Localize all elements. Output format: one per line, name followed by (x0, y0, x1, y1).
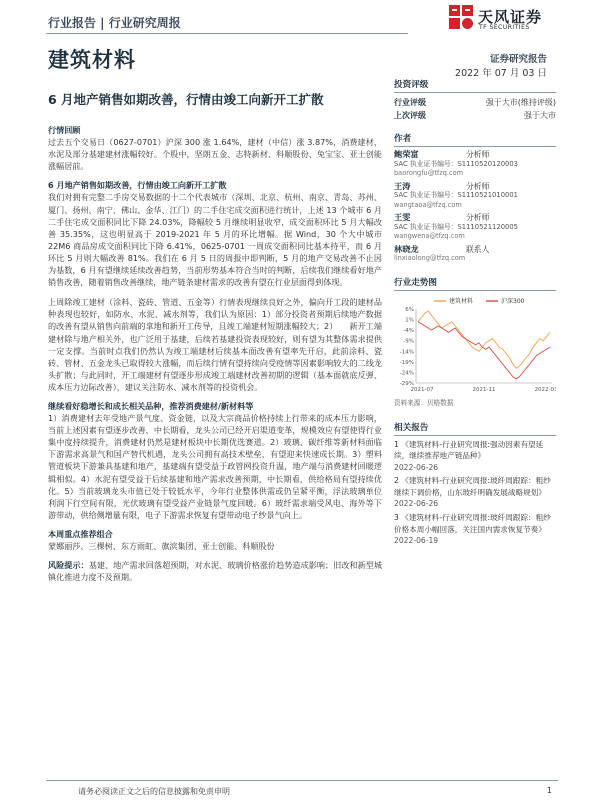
prev-rating-value: 强于大市 (524, 111, 556, 120)
property-sales-text-2: 上周除竣工建材（涂料、瓷砖、管道、五金等）行情表现继续良好之外，偏向开工段的建材品种表现也较好，如防水、水泥、减水剂等，我们认为原因：1）部分投资者预期后续地产数据的改善有望从销售向前端的拿地和新开工传导，且竣工端建材短期涨幅较大；2） 新开工端建材除与地产相关外，也广泛用于基建，后续若基建投资表现较好，则有望为其整体需求提供一定支撑。当前时点我们仍然认为竣工端建材后续基本面改善有望率先开启，此前涂料、瓷砖、管材、五金龙头已取得较大涨幅，而后续行情有望持续向受疫情等因素影响较大的二线龙头扩散；与此同时，开工端建材有望逐步形成竣工端建材改善初期的逻辑（基本面就底反弹、成本压力边际改善），建议关注防水、减水剂等的投资机会。 (48, 297, 382, 392)
risk-text: 基建、地产需求回落超预期，对水泥、玻璃价格涨价趋势造成影响；旧改和新型城镇化推进力度不及预期。 (48, 560, 382, 583)
y-tick-label: -24% (399, 369, 414, 376)
property-sales-text-1: 我们对拥有完整二手房交易数据的十二个代表城市（深圳、北京、杭州、南京、青岛、苏州、厦门、扬州、南宁、佛山、金华、江门）的二手住宅成交面积进行统计，上述 13 个城市 6 月二手住宅成交面积同比下降 24.03%，降幅较 5 月继续明显收窄，成交面积环比 5 月大幅改善 35.35%，这也明显高于 2019-2021 年 5 月的环比增幅。据 Wind，30 个大中城市 22M6 商品房成交面积同比下降 6.41%，0625-0701 一周成交面积同比基本持平，而 6 月环比 5 月则大幅改善 81%。我们在 6 月 5 日的周报中即判断，5 月的地产交易改善不止因为基数，6 月有望继续延续改善趋势，当前形势基本符合当时的判断，后续我们继续看好地产销售改善，随着销售改善继续，地产链条建材需求的改善有望在行业层面得到体现。 (48, 192, 382, 288)
prev-rating-row (394, 109, 556, 122)
section-title-property-sales: 6 月地产销售如期改善，行情由竣工向新开工扩散 (48, 180, 227, 191)
related-report-item[interactable] (394, 439, 556, 474)
y-tick-label: -14% (399, 348, 414, 355)
related-report-title[interactable]: 1 《建筑材料-行业研究周报:强动因素有望延续，继续推荐地产链品种》 (394, 439, 544, 461)
logo-text-en: TF SECURITIES (479, 24, 530, 31)
report-headline: 6 月地产销售如期改善，行情由竣工向新开工扩散 (48, 92, 324, 107)
industry-trend-chart (394, 295, 556, 395)
author-role: 联系人 (466, 244, 490, 254)
report-category: 行业报告 | 行业研究周报 (48, 16, 181, 30)
author-entry (394, 150, 556, 179)
main-content (48, 124, 382, 583)
author-name: 林晓龙 (394, 243, 419, 254)
rating-label: 行业评级 (394, 98, 426, 107)
section-title-recommend: 继续看好稳增长和成长相关品种，推荐消费建材/新材料等 (48, 400, 254, 411)
section-title-market-review: 行情回顾 (48, 125, 81, 135)
trend-chart-svg (394, 295, 556, 395)
author-entry (394, 213, 556, 242)
y-tick-label: -4% (403, 327, 414, 334)
author-cert: SAC 执业证书编号：S1110521010001 (394, 191, 518, 199)
related-report-item[interactable] (394, 512, 556, 547)
recommend-text: 1）消费建材去年受地产景气度、资金链，以及大宗商品价格持续上行带来的成本压力影响，当前上述因素有望逐步改善，中长期看，龙头公司已经开启渠道变革，规模效应有望使得行业集中度持续提升，消费建材仍然是建材板块中长期优选赛道。2）玻璃、碳纤维等新材料面临下游需求高景气和国产替代机遇，龙头公司拥有高技术壁垒，有望迎来快速成长期。3）塑料管道板块下游兼具基建和地产，基建端有望受益于政管网投资升温，地产端与消费建材回暖逻辑相似。4）水泥有望受益于后续基建和地产需求改善预期，中长期看，供给格局有望持续优化。5）当前玻璃龙头市值已处于较低水平，今年行业整体供需或仍呈紧平衡，浮法玻璃单位利润下行空间有限，光伏玻璃有望受益产业链景气度回暖。6）玻纤需求端受风电、海外等下游带动，供给侧增量有限，电子下游需求恢复有望带动电子纱景气向上。 (48, 413, 382, 520)
series-line-building-materials (418, 311, 550, 368)
author-name: 王雯 (394, 212, 411, 222)
rating-value: 强于大市(维持评级) (485, 98, 556, 107)
risk-label: 风险提示： (48, 560, 89, 571)
y-tick-label: -9% (403, 338, 414, 345)
industry-title: 建筑材料 (48, 48, 136, 72)
section-title-portfolio: 本周重点推荐组合 (48, 528, 113, 539)
report-type: 证券研究报告 (489, 54, 547, 65)
author-email[interactable]: wangwena@tfzq.com (394, 232, 465, 240)
rating-section-title: 投资评级 (394, 78, 556, 93)
header-divider (46, 33, 408, 34)
chart-source: 资料来源：贝格数据 (394, 398, 454, 407)
related-report-date: 2022-06-26 (394, 499, 439, 509)
market-review-text: 过去五个交易日（0627-0701）沪深 300 涨 1.64%，建材（中信）涨 3.87%，消费建材，水泥及部分基建建材涨幅较好。个股中，坚朗五金、志特新材、科顺股份、兔宝宝、亚士创能涨幅居前。 (48, 137, 382, 172)
tf-logo-icon (448, 4, 474, 31)
author-email[interactable]: wangtaoa@tfzq.com (394, 200, 462, 209)
related-section-title: 相关报告 (394, 421, 556, 436)
series-line-csi300 (418, 321, 550, 378)
trend-section-title: 行业走势图 (394, 276, 556, 291)
authors-section-title: 作者 (394, 132, 556, 147)
page-number: 1 (546, 786, 552, 795)
related-report-title[interactable]: 3 《建筑材料-行业研究周报:玻纤周跟踪：粗纱价格本周小幅回落，关注国内需求恢复节奏》 (394, 513, 551, 534)
author-cert: SAC 执业证书编号：S1110520120003 (394, 159, 518, 168)
footer-divider (46, 780, 558, 781)
legend-label: 建筑材料 (449, 297, 474, 305)
author-role: 分析师 (466, 181, 490, 191)
portfolio-text: 蒙娜丽莎、三棵树、东方雨虹、旗滨集团、亚士创能、科顺股份 (48, 541, 275, 551)
y-tick-label: 1% (405, 317, 414, 324)
x-tick-label: 2022-03 (534, 386, 556, 393)
y-tick-label: 6% (405, 306, 414, 313)
author-email[interactable]: baorongfu@tfzq.com (394, 169, 464, 177)
author-entry (394, 245, 556, 264)
sidebar (394, 78, 556, 547)
risk-warning (48, 559, 382, 583)
related-report-item[interactable] (394, 475, 556, 510)
footer-disclaimer: 请务必阅读正文之后的信息披露和免责申明 (78, 787, 230, 796)
legend-label: 沪深300 (501, 297, 525, 305)
x-tick-label: 2021-07 (410, 386, 434, 393)
related-report-title[interactable]: 2 《建筑材料-行业研究周报:玻纤周跟踪：粗纱继续下调价格，山东玻纤明确发展战略规划》 (394, 476, 551, 497)
x-tick-label: 2021-11 (472, 386, 496, 393)
author-role: 分析师 (466, 213, 490, 222)
author-name: 鲍荣富 (394, 149, 419, 159)
y-tick-label: -29% (399, 380, 414, 387)
prev-rating-label: 上次评级 (394, 111, 426, 120)
y-tick-label: -19% (399, 359, 414, 366)
rating-row (394, 96, 556, 109)
author-role: 分析师 (466, 150, 490, 159)
author-cert: SAC 执业证书编号：S1110521120005 (394, 222, 518, 231)
related-report-date: 2022-06-19 (394, 536, 439, 546)
author-email[interactable]: linxiaolong@tfzq.com (394, 254, 466, 262)
author-entry (394, 182, 556, 211)
author-name: 王涛 (394, 180, 411, 191)
company-logo (448, 4, 563, 34)
logo-text-cn: 天风证券 (478, 8, 543, 26)
report-date: 2022 年 07 月 03 日 (455, 68, 547, 79)
related-report-date: 2022-06-26 (394, 462, 439, 472)
